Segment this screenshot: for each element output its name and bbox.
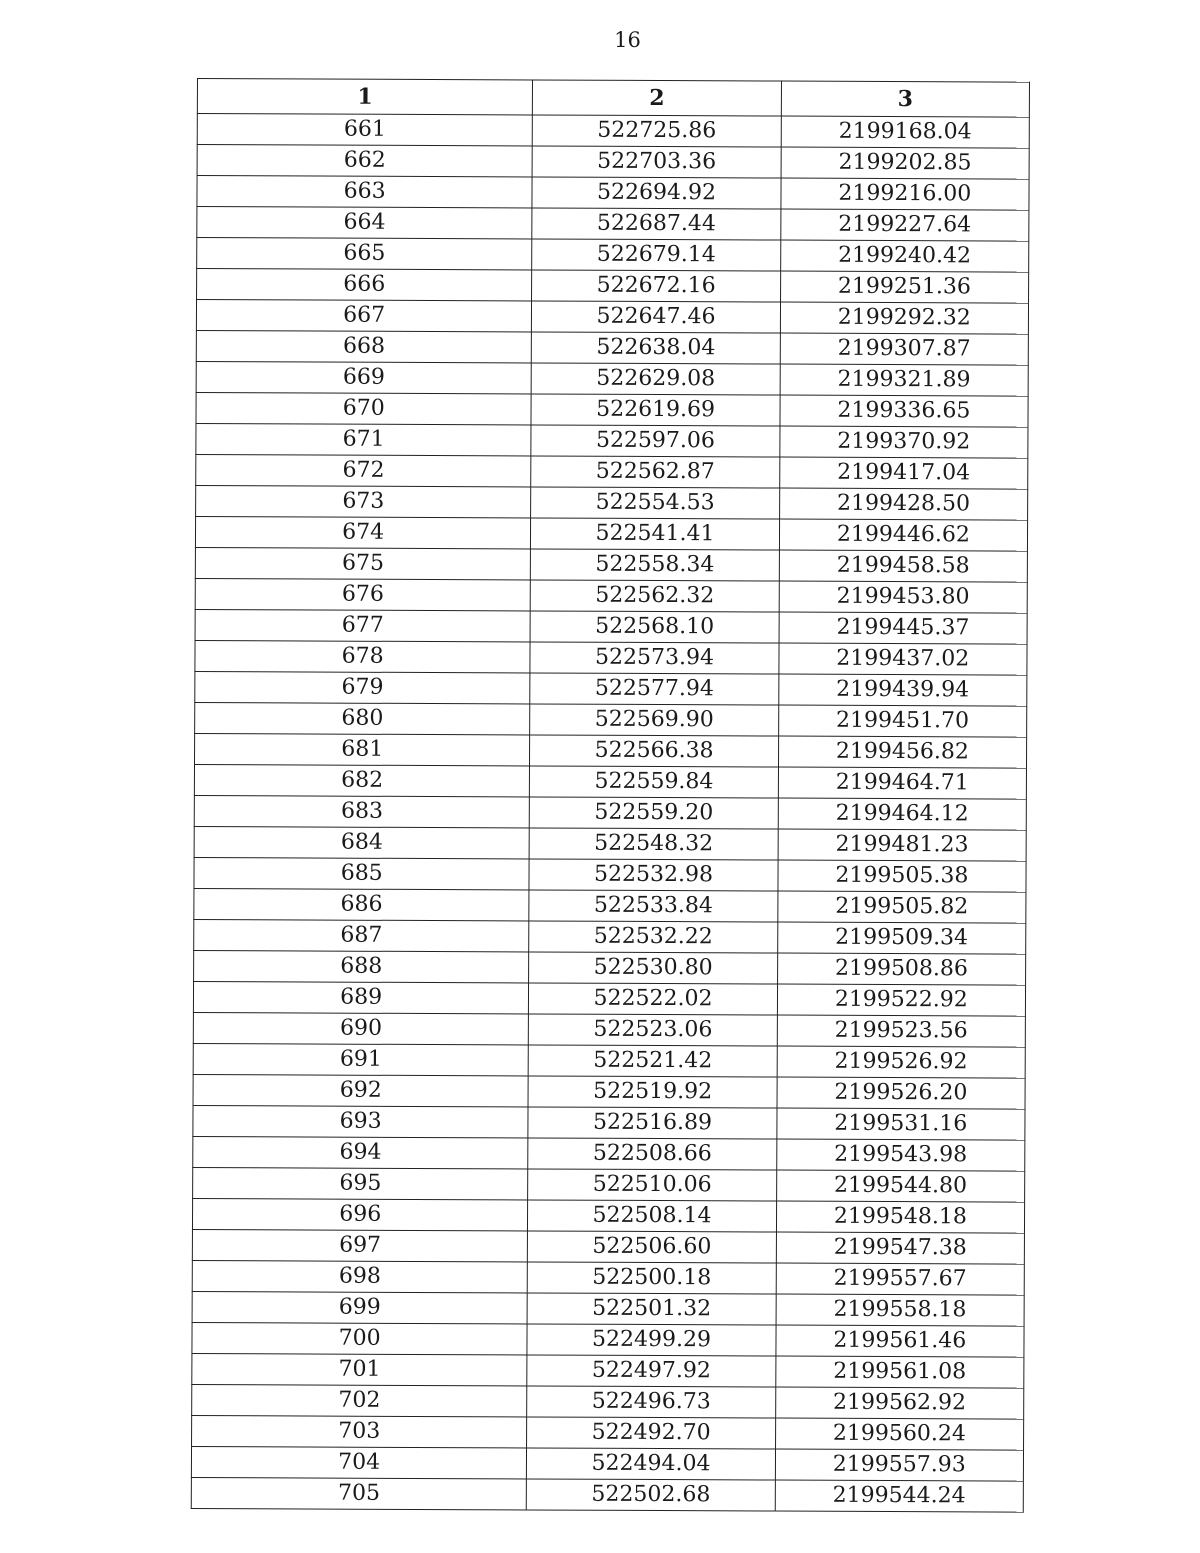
y-coordinate-cell: 2199560.24 [775,1418,1023,1450]
x-coordinate-cell: 522562.87 [531,456,779,488]
point-number-cell: 696 [192,1198,528,1230]
y-coordinate-cell: 2199526.20 [777,1077,1025,1109]
y-coordinate-cell: 2199557.93 [775,1449,1023,1481]
point-number-cell: 665 [197,238,533,270]
table-row [191,1446,1023,1481]
coordinates-table [191,78,1030,1513]
y-coordinate-cell: 2199523.56 [777,1015,1025,1047]
point-number-cell: 668 [196,330,532,362]
point-number-cell: 703 [192,1415,528,1447]
y-coordinate-cell: 2199558.18 [776,1294,1024,1326]
point-number-cell: 671 [196,423,532,455]
x-coordinate-cell: 522492.70 [527,1417,775,1449]
x-coordinate-cell: 522499.29 [527,1324,775,1356]
y-coordinate-cell: 2199202.85 [781,147,1029,179]
y-coordinate-cell: 2199446.62 [779,519,1027,551]
y-coordinate-cell: 2199445.37 [779,612,1027,644]
y-coordinate-cell: 2199522.92 [777,984,1025,1016]
point-number-cell: 662 [197,145,533,177]
x-coordinate-cell: 522577.94 [530,673,778,705]
point-number-cell: 685 [194,857,530,889]
table-row [194,888,1026,923]
x-coordinate-cell: 522508.14 [528,1200,776,1232]
point-number-cell: 679 [195,671,531,703]
table-row [195,733,1027,768]
point-number-cell: 692 [193,1074,529,1106]
table-row [192,1353,1024,1388]
table-row [192,1322,1024,1357]
y-coordinate-cell: 2199292.32 [780,302,1028,334]
table-row [194,919,1026,954]
x-coordinate-cell: 522619.69 [531,394,779,426]
point-number-cell: 686 [194,888,530,920]
point-number-cell: 687 [194,919,530,951]
point-number-cell: 682 [194,764,530,796]
point-number-cell: 697 [192,1229,528,1261]
table-row [197,238,1029,273]
point-number-cell: 688 [194,950,530,982]
table-row [192,1291,1024,1326]
y-coordinate-cell: 2199544.24 [775,1480,1023,1512]
y-coordinate-cell: 2199428.50 [779,488,1027,520]
table-row [196,330,1028,365]
y-coordinate-cell: 2199464.71 [778,767,1026,799]
x-coordinate-cell: 522725.86 [533,115,781,147]
table-row [195,702,1027,737]
y-coordinate-cell: 2199321.89 [780,364,1028,396]
y-coordinate-cell: 2199557.67 [776,1263,1024,1295]
y-coordinate-cell: 2199456.82 [778,736,1026,768]
x-coordinate-cell: 522703.36 [532,146,780,178]
point-number-cell: 680 [195,702,531,734]
point-number-cell: 661 [197,114,533,146]
point-number-cell: 675 [195,547,531,579]
x-coordinate-cell: 522506.60 [528,1231,776,1263]
column-header-point-number: 1 [197,79,533,115]
table-row [196,454,1028,489]
table-body [191,114,1029,1513]
x-coordinate-cell: 522647.46 [532,301,780,333]
y-coordinate-cell: 2199251.36 [780,271,1028,303]
table-row [193,1105,1025,1140]
y-coordinate-cell: 2199561.46 [776,1325,1024,1357]
x-coordinate-cell: 522687.44 [532,208,780,240]
point-number-cell: 705 [191,1477,527,1509]
point-number-cell: 698 [192,1260,528,1292]
y-coordinate-cell: 2199481.23 [778,829,1026,861]
point-number-cell: 694 [193,1136,529,1168]
x-coordinate-cell: 522566.38 [530,735,778,767]
table-row [196,423,1028,458]
x-coordinate-cell: 522568.10 [530,611,778,643]
point-number-cell: 669 [196,361,532,393]
point-number-cell: 695 [193,1167,529,1199]
table-header [197,79,1029,118]
x-coordinate-cell: 522532.98 [529,859,777,891]
table-row [195,516,1027,551]
y-coordinate-cell: 2199547.38 [776,1232,1024,1264]
table-row [197,207,1029,242]
table-row [197,114,1029,149]
y-coordinate-cell: 2199526.92 [777,1046,1025,1078]
point-number-cell: 674 [195,516,531,548]
x-coordinate-cell: 522569.90 [530,704,778,736]
y-coordinate-cell: 2199464.12 [778,798,1026,830]
y-coordinate-cell: 2199531.16 [777,1108,1025,1140]
table-row [193,1074,1025,1109]
x-coordinate-cell: 522554.53 [531,487,779,519]
x-coordinate-cell: 522559.20 [530,797,778,829]
point-number-cell: 681 [195,733,531,765]
table-row [195,609,1027,644]
x-coordinate-cell: 522672.16 [532,270,780,302]
x-coordinate-cell: 522562.32 [531,580,779,612]
y-coordinate-cell: 2199548.18 [776,1201,1024,1233]
x-coordinate-cell: 522523.06 [529,1014,777,1046]
table-row [194,826,1026,861]
y-coordinate-cell: 2199168.04 [781,116,1029,148]
point-number-cell: 676 [195,578,531,610]
y-coordinate-cell: 2199505.82 [778,891,1026,923]
point-number-cell: 684 [194,826,530,858]
table-row [193,1012,1025,1047]
y-coordinate-cell: 2199439.94 [778,674,1026,706]
table-row [197,145,1029,180]
y-coordinate-cell: 2199561.08 [775,1356,1023,1388]
x-coordinate-cell: 522530.80 [529,952,777,984]
table-row [194,857,1026,892]
x-coordinate-cell: 522497.92 [527,1355,775,1387]
y-coordinate-cell: 2199505.38 [778,860,1026,892]
x-coordinate-cell: 522548.32 [529,828,777,860]
table-row [196,361,1028,396]
table-row [192,1415,1024,1450]
page-number: 16 [614,28,641,52]
table-row [196,300,1028,335]
table-row [195,547,1027,582]
column-header-x-coordinate: 2 [533,80,781,116]
point-number-cell: 704 [191,1446,527,1478]
table-row [194,950,1026,985]
table-row [194,764,1026,799]
table-row [193,981,1025,1016]
point-number-cell: 700 [192,1322,528,1354]
x-coordinate-cell: 522510.06 [528,1169,776,1201]
y-coordinate-cell: 2199437.02 [779,643,1027,675]
x-coordinate-cell: 522597.06 [531,425,779,457]
x-coordinate-cell: 522533.84 [529,890,777,922]
point-number-cell: 667 [196,300,532,332]
y-coordinate-cell: 2199240.42 [780,240,1028,272]
table-row [197,269,1029,304]
y-coordinate-cell: 2199509.34 [777,922,1025,954]
table-row [192,1198,1024,1233]
point-number-cell: 699 [192,1291,528,1323]
table-row [193,1167,1025,1202]
point-number-cell: 678 [195,640,531,672]
column-header-y-coordinate: 3 [781,81,1029,117]
y-coordinate-cell: 2199451.70 [778,705,1026,737]
x-coordinate-cell: 522559.84 [530,766,778,798]
header-row [197,79,1029,118]
table-row [195,640,1027,675]
y-coordinate-cell: 2199216.00 [781,178,1029,210]
point-number-cell: 664 [197,207,533,239]
table-row [191,1477,1023,1512]
table-row [195,671,1027,706]
point-number-cell: 673 [196,485,532,517]
y-coordinate-cell: 2199227.64 [780,209,1028,241]
y-coordinate-cell: 2199562.92 [775,1387,1023,1419]
x-coordinate-cell: 522501.32 [527,1293,775,1325]
point-number-cell: 691 [193,1043,529,1075]
table-row [196,485,1028,520]
x-coordinate-cell: 522519.92 [528,1076,776,1108]
table-row [197,176,1029,211]
y-coordinate-cell: 2199543.98 [776,1139,1024,1171]
point-number-cell: 677 [195,609,531,641]
x-coordinate-cell: 522494.04 [527,1448,775,1480]
table-row [192,1229,1024,1264]
y-coordinate-cell: 2199544.80 [776,1170,1024,1202]
x-coordinate-cell: 522679.14 [532,239,780,271]
x-coordinate-cell: 522516.89 [528,1107,776,1139]
y-coordinate-cell: 2199458.58 [779,550,1027,582]
point-number-cell: 666 [197,269,533,301]
x-coordinate-cell: 522508.66 [528,1138,776,1170]
y-coordinate-cell: 2199336.65 [780,395,1028,427]
point-number-cell: 701 [192,1353,528,1385]
point-number-cell: 689 [193,981,529,1013]
x-coordinate-cell: 522638.04 [532,332,780,364]
y-coordinate-cell: 2199370.92 [780,426,1028,458]
y-coordinate-cell: 2199417.04 [779,457,1027,489]
x-coordinate-cell: 522541.41 [531,518,779,550]
y-coordinate-cell: 2199508.86 [777,953,1025,985]
table-row [193,1043,1025,1078]
table-row [194,795,1026,830]
x-coordinate-cell: 522522.02 [529,983,777,1015]
x-coordinate-cell: 522496.73 [527,1386,775,1418]
x-coordinate-cell: 522500.18 [528,1262,776,1294]
point-number-cell: 663 [197,176,533,208]
point-number-cell: 683 [194,795,530,827]
x-coordinate-cell: 522694.92 [532,177,780,209]
table-row [192,1384,1024,1419]
table-row [196,392,1028,427]
y-coordinate-cell: 2199307.87 [780,333,1028,365]
x-coordinate-cell: 522629.08 [532,363,780,395]
x-coordinate-cell: 522558.34 [531,549,779,581]
point-number-cell: 672 [196,454,532,486]
point-number-cell: 693 [193,1105,529,1137]
x-coordinate-cell: 522573.94 [530,642,778,674]
x-coordinate-cell: 522521.42 [529,1045,777,1077]
x-coordinate-cell: 522502.68 [527,1479,775,1511]
table-row [192,1260,1024,1295]
point-number-cell: 702 [192,1384,528,1416]
x-coordinate-cell: 522532.22 [529,921,777,953]
table-row [195,578,1027,613]
y-coordinate-cell: 2199453.80 [779,581,1027,613]
table-row [193,1136,1025,1171]
point-number-cell: 670 [196,392,532,424]
point-number-cell: 690 [193,1012,529,1044]
